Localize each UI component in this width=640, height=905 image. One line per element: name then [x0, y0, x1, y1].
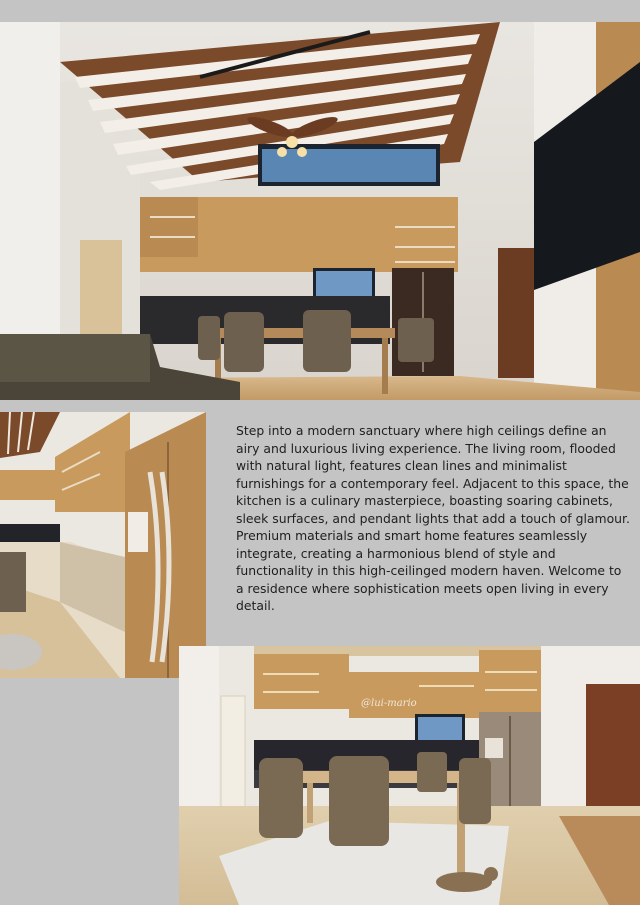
dining-render: [179, 646, 640, 905]
top-margin: [0, 0, 640, 22]
dining-photo: [179, 646, 640, 905]
empty-panel: [0, 678, 179, 905]
living-room-render: [0, 22, 640, 400]
description-text: Step into a modern sanctuary where high ceilings define an airy and luxurious living experience. The living room, flooded with natural light, features clean lines and minimalist furnishings for a contemporary feel. Adjacent to this space, the kitchen is a culinary masterpiece, boasting soaring cabinets, sleek surfaces, and pendant lights that add a touch of glamour. Premium materials and smart home features seamlessly integrate, creating a harmonious blend of style and functionality in this high-ceilinged modern haven. Welcome to a residence where sophistication meets open living in every detail.: [236, 423, 630, 613]
watermark: @lui-mario: [361, 698, 417, 709]
description-panel: [206, 400, 640, 646]
living-room-photo: [0, 22, 640, 400]
kitchen-render: [0, 412, 206, 678]
kitchen-photo: [0, 412, 206, 678]
